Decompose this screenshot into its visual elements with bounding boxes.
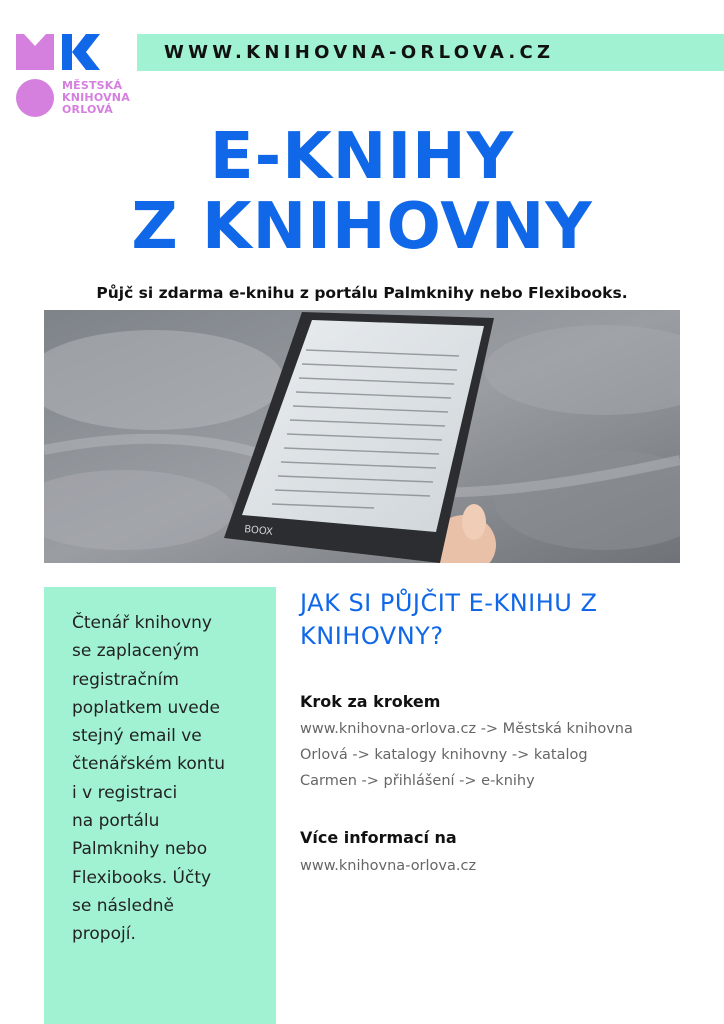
- howto-heading-line1: JAK SI PŮJČIT E-KNIHU Z: [300, 589, 598, 617]
- info-line: čtenářském kontu: [72, 754, 226, 775]
- info-line: Čtenář knihovny: [72, 613, 212, 633]
- page-title: [0, 122, 724, 262]
- steps-line: www.knihovna-orlova.cz -> Městská knihovna: [300, 721, 633, 737]
- info-line: se zaplaceným: [72, 641, 200, 662]
- logo-text: [62, 80, 130, 116]
- info-box: [44, 587, 276, 1024]
- page-subtitle: Půjč si zdarma e-knihu z portálu Palmknihy nebo Flexibooks.: [96, 284, 628, 302]
- ereader-illustration: [44, 310, 680, 563]
- howto-heading: [300, 587, 700, 653]
- ereader-photo: [44, 310, 680, 563]
- page-title-line2: Z KNIHOVNY: [131, 190, 593, 264]
- logo-text-line3: ORLOVÁ: [62, 103, 113, 116]
- library-logo: [16, 34, 146, 124]
- logo-o-circle: [16, 79, 54, 117]
- info-line: na portálu: [72, 811, 160, 832]
- logo-text-line1: MĚSTSKÁ: [62, 79, 123, 92]
- steps-line: Carmen -> přihlášení -> e-knihy: [300, 773, 535, 789]
- info-line: poplatkem uvede: [72, 697, 220, 718]
- steps-text: [300, 716, 710, 794]
- page-title-line1: E-KNIHY: [209, 120, 515, 194]
- logo-text-line2: KNIHOVNA: [62, 91, 130, 104]
- header-url-bar: [137, 34, 724, 71]
- logo-k-shape: [62, 34, 100, 70]
- info-line: propojí.: [72, 924, 136, 945]
- info-line: registračním: [72, 669, 179, 690]
- info-line: se následně: [72, 895, 174, 916]
- ereader-brand: BOOX: [243, 524, 274, 538]
- logo-m-shape: [16, 34, 54, 70]
- info-line: Palmknihy nebo: [72, 839, 208, 860]
- header-url[interactable]: WWW.KNIHOVNA-ORLOVA.CZ: [164, 42, 555, 63]
- info-line: stejný email ve: [72, 726, 202, 747]
- steps-line: Orlová -> katalogy knihovny -> katalog: [300, 747, 588, 763]
- more-info-heading: Více informací na: [300, 828, 457, 847]
- info-box-text: [72, 609, 268, 949]
- info-line: i v registraci: [72, 782, 178, 803]
- more-info-link[interactable]: www.knihovna-orlova.cz: [300, 858, 477, 874]
- steps-heading: Krok za krokem: [300, 692, 441, 711]
- howto-heading-line2: KNIHOVNY?: [300, 622, 444, 650]
- info-line: Flexibooks. Účty: [72, 867, 212, 888]
